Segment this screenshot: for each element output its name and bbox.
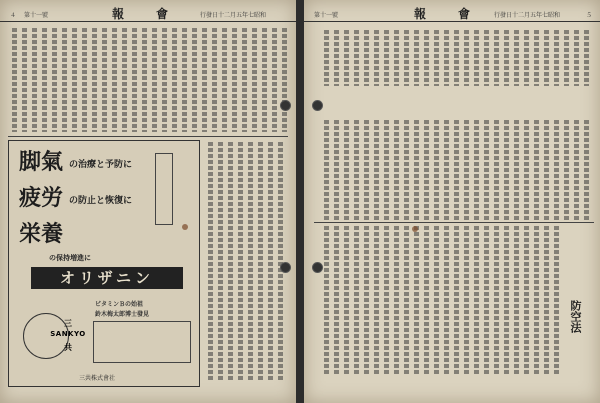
ad-headline-1-sub: の治療と予防に — [69, 160, 133, 170]
ad-headline-2: 疲労 — [19, 185, 64, 211]
right-issue-label: 第十一號 — [314, 12, 339, 19]
right-binding-hole-bottom — [312, 262, 323, 273]
air-defense-law-heading: 防空法 — [569, 300, 582, 333]
ad-headline-3: 栄養 — [19, 221, 64, 247]
right-date-line: 行發日十二月五年七昭和 — [494, 12, 561, 19]
left-stain — [182, 224, 188, 230]
right-masthead: 報 會 — [414, 7, 481, 21]
oryzanin-advertisement — [8, 140, 200, 387]
sankyo-logo: 三 SANKYO 共 — [23, 313, 69, 359]
left-page — [0, 0, 296, 403]
left-binding-hole-top — [280, 100, 291, 111]
ad-tagline: ビタミンＢの始祖 — [95, 301, 144, 308]
right-stain — [412, 226, 418, 232]
right-page-number: ５ — [586, 12, 593, 19]
right-binding-hole-top — [312, 100, 323, 111]
left-issue-label: 第十一號 — [24, 12, 49, 19]
ad-slogan: の保持増進に — [49, 253, 91, 262]
right-page — [304, 0, 600, 403]
left-masthead: 報 會 — [112, 7, 179, 21]
ad-company: 三共株式會社 — [79, 375, 116, 382]
right-header — [304, 7, 600, 22]
ad-product-band: オリザニン — [31, 267, 183, 289]
ad-info-box — [93, 321, 191, 363]
left-date-line: 行發日十二月五年七昭和 — [200, 12, 267, 19]
ad-headline-2-sub: の防止と恢復に — [69, 196, 133, 206]
left-header — [0, 7, 296, 22]
ad-tagline-2: 鈴木梅太郎博士發見 — [95, 311, 150, 318]
ad-headline-1: 脚氣 — [19, 149, 64, 175]
left-binding-hole-bottom — [280, 262, 291, 273]
ad-side-box — [155, 153, 173, 225]
left-page-number: ４ — [10, 12, 17, 19]
binding-gutter — [296, 0, 304, 403]
